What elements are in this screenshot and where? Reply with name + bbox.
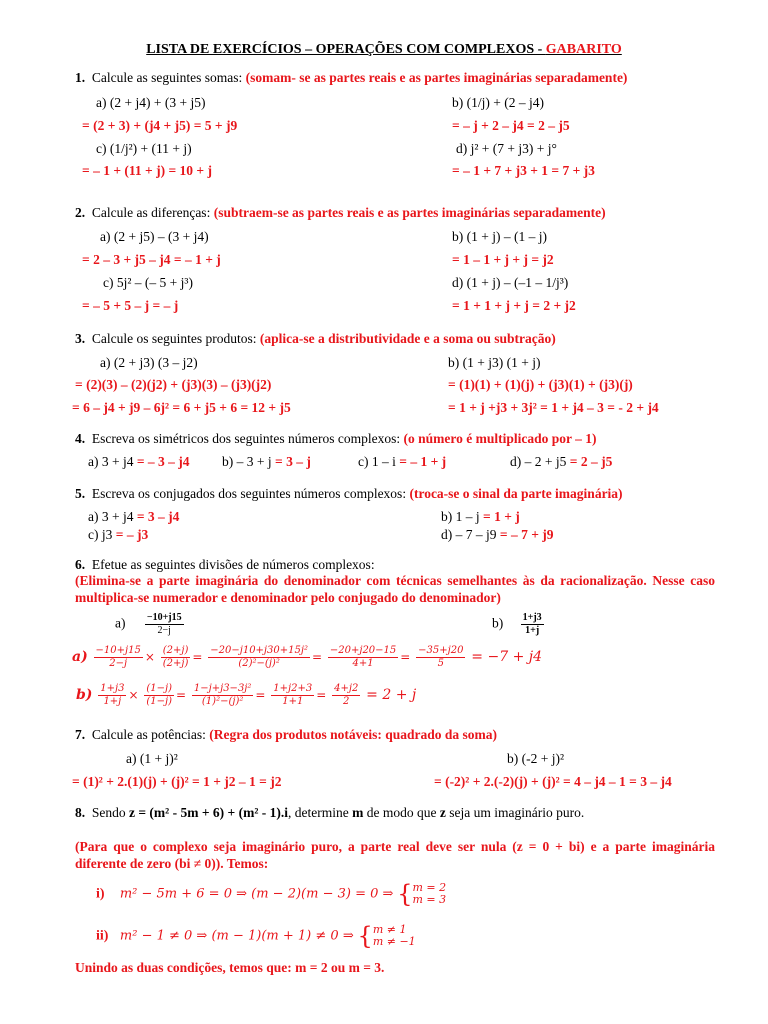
q3-item-a: a) (2 + j3) (3 – j2) — [100, 355, 198, 370]
q6-answer-b-fraction-2 — [271, 683, 314, 708]
q6-answer-b-fraction-0 — [98, 683, 126, 708]
q6-answer-a-fraction-3 — [416, 645, 465, 670]
q8-condition-i-case1: m = 2 — [412, 881, 447, 894]
q8-prompt-mid2: de modo que — [363, 805, 440, 820]
q4-heading — [75, 431, 596, 447]
q5-answer-c: = – j3 — [115, 527, 149, 542]
q1-heading — [75, 70, 627, 86]
q8-explanation: (Para que o complexo seja imaginário puro, a parte real deve ser nula (z = 0 + bi) e a parte imaginária diferente de zero (bi ≠ 0)). Temos: — [75, 839, 715, 871]
q6-prompt: Efetue as seguintes divisões de números complexos: — [91, 557, 375, 572]
q6-answer-a-conjugate — [161, 645, 191, 670]
q4-answer-a: = – 3 – j4 — [136, 454, 190, 469]
q2-item-b: b) (1 + j) – (1 – j) — [452, 229, 547, 244]
q2-heading — [75, 205, 606, 221]
q3-prompt: Calcule os seguintes produtos: — [91, 331, 257, 346]
q6-answer-a-num-3: −35+j20 — [418, 645, 464, 656]
q6-answer-a-den-1: (2)²−(j)² — [238, 658, 280, 669]
q8-number: 8. — [75, 805, 86, 820]
q6-answer-b: b) $\frac{1+j3}{1+j}$ × $\frac{(1-j)}{(1-j)}$ = $\frac{\text{1−j+j3−3j²}}{\text{(1)²−(j)²}}$ = $\frac{1+j2+3}{1+1}$ = $\frac{4+j2}{2}$ = 2 + j — [76, 683, 417, 707]
q6-answer-b-den-1: (1)²−(j)² — [201, 696, 244, 707]
q6-answer-a-den-3: 5 — [437, 658, 444, 669]
q3-answer-b-step1: = (1)(1) + (1)(j) + (j3)(1) + (j3)(j) — [448, 377, 633, 392]
q5-item-b-text: b) 1 – j — [441, 509, 480, 524]
q8-prompt-end: seja um imaginário puro. — [445, 805, 585, 820]
q8-m-variable: m — [352, 805, 364, 820]
q5-item-d-text: d) – 7 – j9 — [441, 527, 497, 542]
q6-answer-b-den-3: 2 — [343, 696, 350, 707]
q1-item-d: d) j² + (7 + j3) + j° — [456, 141, 557, 156]
q5-answer-b: = 1 + j — [483, 509, 520, 524]
q4-item-b-text: b) – 3 + j — [222, 454, 272, 469]
q6-answer-a-fraction-2 — [328, 645, 398, 670]
q6-answer-a-fraction-1 — [208, 645, 310, 670]
q8-condition-i-case2: m = 3 — [412, 893, 447, 906]
q6-item-b-numerator: 1+j3 — [522, 612, 542, 623]
q6-item-b — [492, 612, 546, 637]
q5-prompt: Escreva os conjugados dos seguintes números complexos: — [91, 486, 407, 501]
q4-answer-b: = 3 – j — [275, 454, 311, 469]
q4-item-d-text: d) – 2 + j5 — [510, 454, 567, 469]
q3-number: 3. — [75, 331, 86, 346]
q5-answer-a: = 3 – j4 — [136, 509, 180, 524]
q2-answer-a: = 2 – 3 + j5 – j4 = – 1 + j — [82, 252, 221, 267]
q4-prompt: Escreva os simétricos dos seguintes números complexos: — [91, 431, 401, 446]
q1-item-a: a) (2 + j4) + (3 + j5) — [96, 95, 206, 110]
q2-number: 2. — [75, 205, 86, 220]
q2-item-d: d) (1 + j) – (–1 – 1/j³) — [452, 275, 569, 290]
q6-heading — [75, 557, 375, 573]
q8-condition-ii-case2: m ≠ −1 — [372, 935, 416, 948]
q1-answer-a: = (2 + 3) + (j4 + j5) = 5 + j9 — [82, 118, 238, 133]
q3-answer-a-step2: = 6 – j4 + j9 – 6j² = 6 + j5 + 6 = 12 + j5 — [72, 400, 291, 415]
q6-answer-a-conj-den: (2+j) — [162, 658, 189, 669]
q6-item-a — [115, 612, 186, 637]
q1-item-c: c) (1/j²) + (11 + j) — [96, 141, 192, 156]
q6-answer-b-den-2: 1+1 — [282, 696, 304, 707]
q6-answer-b-num-2: 1+j2+3 — [273, 683, 313, 694]
left-brace-icon: { — [397, 880, 413, 908]
q2-answer-c: = – 5 + 5 – j = – j — [82, 298, 179, 313]
q2-item-c: c) 5j² – (– 5 + j³) — [103, 275, 193, 290]
q4-item-a-text: a) 3 + j4 — [88, 454, 134, 469]
q7-prompt: Calcule as potências: — [91, 727, 206, 742]
q6-item-b-fraction — [521, 612, 544, 637]
q3-answer-b-step2: = 1 + j +j3 + 3j² = 1 + j4 – 3 = - 2 + j4 — [448, 400, 659, 415]
q5-item-d — [441, 527, 554, 543]
page-title — [0, 42, 768, 58]
q3-heading — [75, 331, 556, 347]
title-main: LISTA DE EXERCÍCIOS – OPERAÇÕES COM COMPLEXOS - — [146, 42, 546, 57]
q8-z-variable: z — [439, 805, 446, 820]
q6-answer-b-conj-den: (1−j) — [146, 696, 172, 707]
q6-answer-b-num-1: 1−j+j3−3j² — [193, 683, 252, 694]
q6-answer-b-den-0: 1+j — [103, 696, 122, 707]
q6-answer-b-result: = 2 + j — [366, 687, 417, 703]
q7-item-b: b) (-2 + j)² — [507, 751, 565, 766]
q7-answer-b: = (-2)² + 2.(-2)(j) + (j)² = 4 – j4 – 1 = 3 – j4 — [434, 774, 672, 789]
q1-number: 1. — [75, 70, 86, 85]
q6-number: 6. — [75, 557, 86, 572]
q3-hint: (aplica-se a distributividade e a soma ou subtração) — [259, 331, 556, 346]
q8-condition-ii-label: ii) — [96, 928, 109, 944]
title-gabarito: GABARITO — [545, 42, 622, 57]
q5-heading — [75, 486, 623, 502]
q8-prompt-mid: , determine — [288, 805, 353, 820]
q4-item-a — [88, 454, 190, 470]
q6-item-a-fraction — [145, 612, 184, 637]
q4-hint: (o número é multiplicado por – 1) — [403, 431, 597, 446]
q6-item-b-denominator: 1+j — [525, 625, 540, 636]
q6-hint: (Elimina-se a parte imaginária do denominador com técnicas semelhantes às da racionalização. Nesse caso multiplica-se numerador e denominador pelo conjugado do denominador) — [75, 573, 715, 605]
q5-number: 5. — [75, 486, 86, 501]
q5-item-b — [441, 509, 520, 525]
q8-condition-i-equation: m² − 5m + 6 = 0 ⇒ (m − 2)(m − 3) = 0 ⇒ — [119, 886, 394, 902]
q2-answer-b: = 1 – 1 + j + j = j2 — [452, 252, 554, 267]
q1-answer-c: = – 1 + (11 + j) = 10 + j — [82, 163, 212, 178]
q6-item-a-numerator: −10+j15 — [146, 612, 182, 623]
q4-item-c — [358, 454, 446, 470]
q6-answer-a-num-1: −20−j10+j30+15j² — [210, 645, 308, 656]
q8-condition-ii-equation: m² − 1 ≠ 0 ⇒ (m − 1)(m + 1) ≠ 0 ⇒ — [119, 928, 354, 944]
q8-prompt-pre: Sendo — [91, 805, 129, 820]
q6-item-a-denominator: 2−j — [157, 625, 171, 636]
q7-hint: (Regra dos produtos notáveis: quadrado da soma) — [209, 727, 498, 742]
q8-condition-ii-cases — [373, 924, 416, 948]
q5-item-c-text: c) j3 — [88, 527, 113, 542]
q7-heading — [75, 727, 497, 743]
q6-answer-a-num-0: −10+j15 — [95, 645, 141, 656]
q8-condition-i-cases — [413, 882, 447, 906]
q6-item-a-label: a) — [115, 615, 126, 631]
q1-answer-d: = – 1 + 7 + j3 + 1 = 7 + j3 — [452, 163, 595, 178]
q5-answer-d: = – 7 + j9 — [499, 527, 554, 542]
q5-item-a-text: a) 3 + j4 — [88, 509, 134, 524]
q7-number: 7. — [75, 727, 86, 742]
q2-hint: (subtraem-se as partes reais e as partes imaginárias separadamente) — [213, 205, 606, 220]
q4-number: 4. — [75, 431, 86, 446]
q4-item-d — [510, 454, 612, 470]
q4-item-b — [222, 454, 311, 470]
q2-answer-d: = 1 + 1 + j + j = 2 + j2 — [452, 298, 576, 313]
q1-item-b: b) (1/j) + (2 – j4) — [452, 95, 544, 110]
q6-answer-b-conjugate — [144, 683, 174, 708]
q8-condition-i — [96, 880, 446, 908]
q1-prompt: Calcule as seguintes somas: — [91, 70, 243, 85]
q6-answer-a-fraction-0 — [94, 645, 143, 670]
q4-answer-d: = 2 – j5 — [569, 454, 613, 469]
q8-condition-ii — [96, 922, 416, 950]
q6-answer-a-den-2: 4+1 — [352, 658, 374, 669]
q8-z-expression: z = (m² - 5m + 6) + (m² - 1).i — [129, 805, 289, 820]
q2-prompt: Calcule as diferenças: — [91, 205, 211, 220]
q8-heading — [75, 805, 584, 821]
q6-item-b-label: b) — [492, 615, 504, 631]
q6-answer-a-num-2: −20+j20−15 — [329, 645, 397, 656]
q6-answer-b-fraction-3 — [332, 683, 360, 708]
q2-item-a: a) (2 + j5) – (3 + j4) — [100, 229, 209, 244]
q1-hint: (somam- se as partes reais e as partes imaginárias separadamente) — [245, 70, 628, 85]
q8-conclusion: Unindo as duas condições, temos que: m = 2 ou m = 3. — [75, 960, 385, 975]
q6-answer-b-conj-num: (1−j) — [146, 683, 172, 694]
q5-hint: (troca-se o sinal da parte imaginária) — [409, 486, 623, 501]
q4-item-c-text: c) 1 – i — [358, 454, 396, 469]
q7-answer-a: = (1)² + 2.(1)(j) + (j)² = 1 + j2 – 1 = j2 — [72, 774, 282, 789]
q6-answer-a-den-0: 2−j — [109, 658, 128, 669]
q3-answer-a-step1: = (2)(3) – (2)(j2) + (j3)(3) – (j3)(j2) — [75, 377, 272, 392]
q7-item-a: a) (1 + j)² — [126, 751, 178, 766]
q6-answer-b-num-3: 4+j2 — [334, 683, 359, 694]
left-brace-icon: { — [357, 922, 373, 950]
q6-answer-a-conj-num: (2+j) — [162, 645, 189, 656]
q3-item-b: b) (1 + j3) (1 + j) — [448, 355, 541, 370]
q5-item-a — [88, 509, 179, 525]
q8-condition-ii-case1: m ≠ 1 — [372, 923, 407, 936]
q6-answer-b-num-0: 1+j3 — [100, 683, 125, 694]
q1-answer-b: = – j + 2 – j4 = 2 – j5 — [452, 118, 570, 133]
q6-answer-a-label: a) — [72, 649, 88, 665]
q4-answer-c: = – 1 + j — [399, 454, 447, 469]
q6-answer-a-result: = −7 + j4 — [471, 649, 542, 665]
q5-item-c — [88, 527, 148, 543]
q6-answer-a: a) $\frac{-10+j15}{2-j}$ × $\frac{(2+j)}{(2+j)}$ = $\frac{\text{−20−j10+j30+15j²}}{\text{(2)²−(j)²}}$ = $\frac{-20+j20-15}{4+1}$ = $\frac{-35+j20}{5}$ = −7 + j4 — [72, 645, 542, 669]
q6-answer-b-fraction-1 — [192, 683, 254, 708]
q8-condition-i-label: i) — [96, 886, 105, 902]
q6-answer-b-label: b) — [76, 687, 93, 703]
